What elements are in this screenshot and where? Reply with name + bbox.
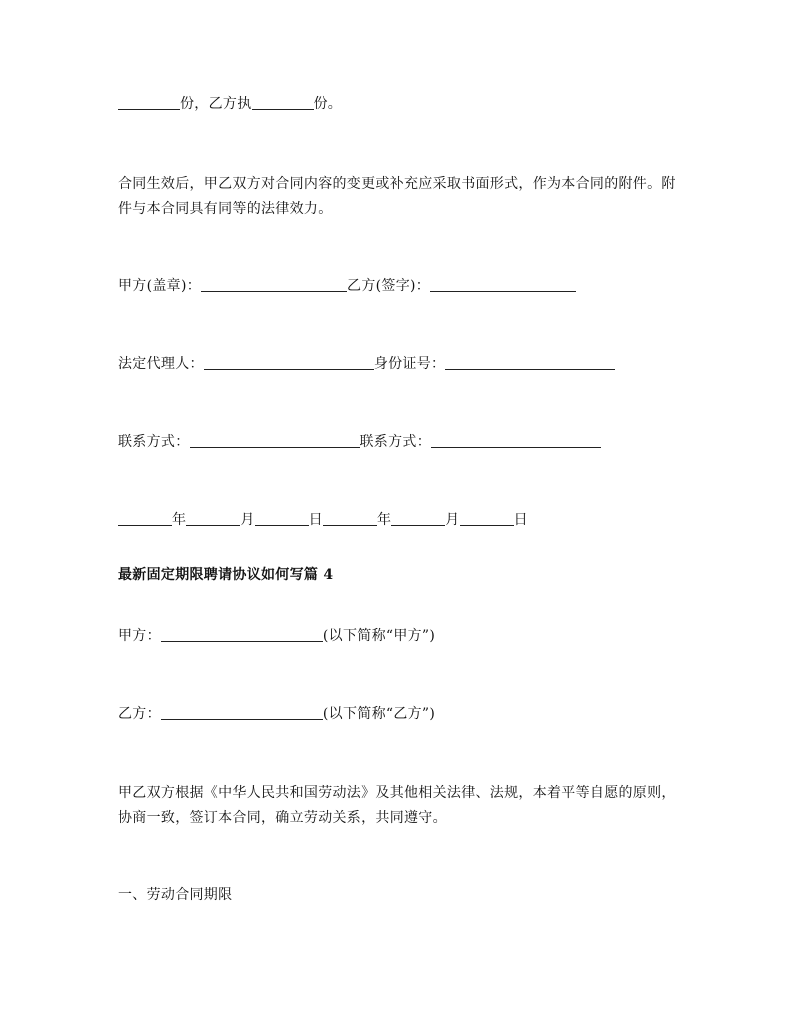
copies-text-2: 份。: [313, 96, 343, 112]
year-a-label: 年: [172, 512, 187, 528]
date-line: [118, 508, 688, 533]
intro-paragraph: 甲乙双方根据《中华人民共和国劳动法》及其他相关法律、法规，本着平等自愿的原则，协商一致，签订本合同，确立劳动关系，共同遵守。: [118, 785, 676, 826]
contact-a-label: 联系方式：: [118, 434, 190, 450]
year-b-label: 年: [376, 512, 392, 528]
party-b-line: [118, 702, 688, 727]
amendment-paragraph: 合同生效后，甲乙双方对合同内容的变更或补充应采取书面形式，作为本合同的附件。附件与本合同具有同等的法律效力。: [118, 176, 676, 217]
party-a-label: 甲方：: [118, 628, 161, 644]
id-number-label: 身份证号：: [373, 356, 446, 372]
copies-text-1: 份，乙方执: [180, 96, 252, 112]
day-b-blank: [460, 511, 514, 526]
contact-b-label: 联系方式：: [359, 434, 431, 450]
day-a-blank: [255, 511, 309, 526]
clause-1-title: 一、劳动合同期限: [118, 887, 233, 903]
legal-rep-blank: [204, 355, 374, 370]
id-number-blank: [445, 355, 615, 370]
party-a-name-blank: [161, 627, 323, 642]
signature-line-parties: [118, 274, 688, 299]
day-a-label: 日: [308, 512, 323, 528]
party-b-sign-label: 乙方(签字)：: [347, 278, 431, 294]
party-a-seal-blank: [201, 277, 347, 292]
section-heading: 最新固定期限聘请协议如何写篇 4: [118, 567, 334, 583]
contact-b-blank: [431, 433, 601, 448]
month-a-blank: [186, 511, 240, 526]
day-b-label: 日: [513, 512, 528, 528]
party-b-name-blank: [161, 705, 323, 720]
party-a-line: [118, 624, 688, 649]
month-b-blank: [391, 511, 445, 526]
contact-a-blank: [190, 433, 360, 448]
copies-a-blank: [118, 95, 180, 110]
party-b-alias: (以下简称“乙方”): [322, 706, 436, 722]
legal-rep-label: 法定代理人：: [118, 356, 204, 372]
party-b-sign-blank: [430, 277, 576, 292]
party-a-alias: (以下简称“甲方”): [322, 628, 436, 644]
year-a-blank: [118, 511, 172, 526]
signature-line-contact: [118, 430, 688, 455]
copies-b-blank: [252, 95, 314, 110]
year-b-blank: [323, 511, 377, 526]
signature-line-representative: [118, 352, 688, 377]
copies-line: [118, 92, 688, 117]
month-a-label: 月: [240, 512, 255, 528]
party-b-label: 乙方：: [118, 706, 161, 722]
month-b-label: 月: [445, 512, 460, 528]
party-a-seal-label: 甲方(盖章)：: [118, 278, 202, 294]
